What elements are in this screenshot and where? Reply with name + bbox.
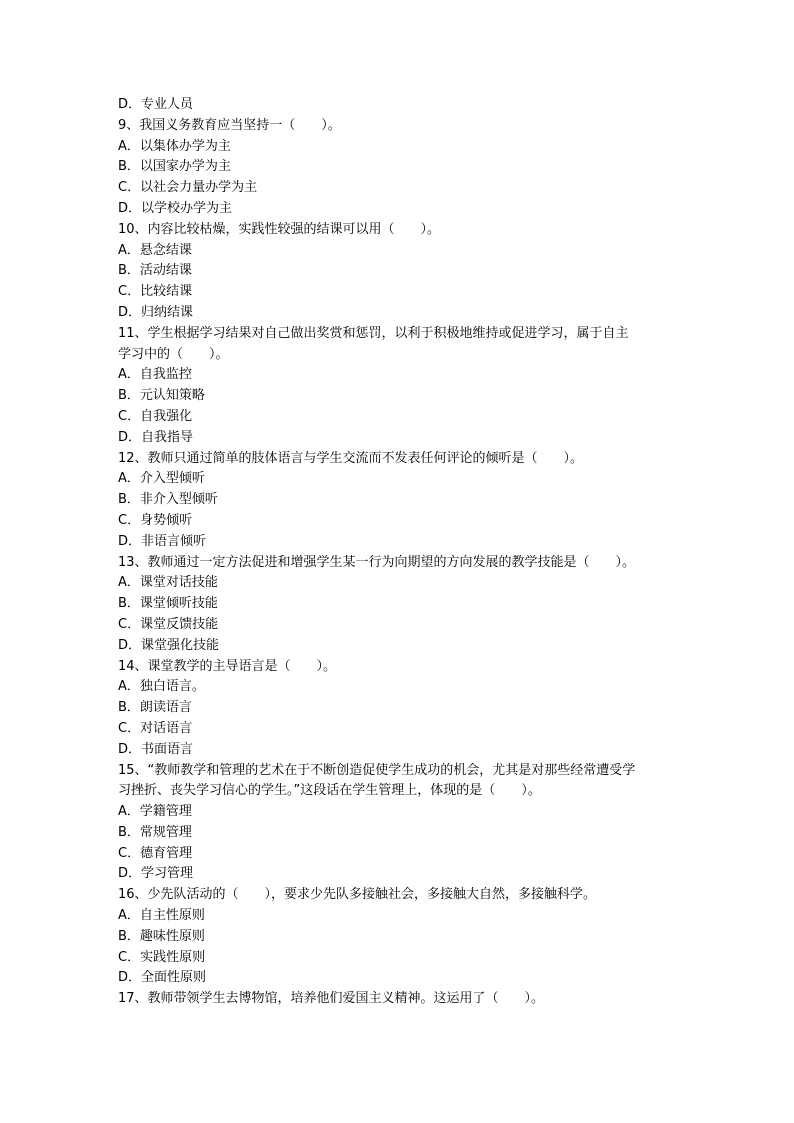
question-block [118,553,678,657]
option-line: A．课堂对话技能 [118,575,218,591]
option-line: D．自我指导 [118,429,194,445]
option-line: D．归纳结课 [118,304,194,320]
question-block [118,449,678,553]
option-line: B．活动结课 [118,263,192,279]
question-block [118,657,678,761]
option-line: A．以集体办学为主 [118,138,231,154]
option-line: A．介入型倾听 [118,471,205,487]
option-line: D．以学校办学为主 [118,200,233,216]
option-line: D．书面语言 [118,741,194,757]
question-stem: 14、课堂教学的主导语言是（ ）。 [118,658,337,674]
question-stem: 10、内容比较枯燥，实践性较强的结课可以用（ ）。 [118,221,441,237]
option-line: C．以社会力量办学为主 [118,180,258,196]
option-line: C．自我强化 [118,408,193,424]
option-line: B．趣味性原则 [118,928,205,944]
option-line: C．比较结课 [118,284,193,300]
question-stem: 15、“教师教学和管理的艺术在于不断创造促使学生成功的机会，尤其是对那些经常遭受学 [118,762,636,778]
question-block [118,989,678,1010]
option-line: B．元认知策略 [118,388,205,404]
question-stem: 9、我国义务教育应当坚持一（ ）。 [118,117,341,133]
question-stem: 13、教师通过一定方法促进和增强学生某一行为向期望的方向发展的教学技能是（ ）。 [118,554,636,570]
option-line: C．身势倾听 [118,512,193,528]
question-block [118,761,678,886]
option-line: B．课堂倾听技能 [118,596,218,612]
option-line: D．全面性原则 [118,970,207,986]
question-stem: 12、教师只通过简单的肢体语言与学生交流而不发表任何评论的倾听是（ ）。 [118,450,584,466]
option-line: B．朗读语言 [118,700,192,716]
question-block [118,885,678,989]
question-block [118,116,678,220]
option-line: D．非语言倾听 [118,533,207,549]
option-line: C．实践性原则 [118,949,206,965]
option-line: A．学籍管理 [118,804,192,820]
question-stem: 习挫折、丧失学习信心的学生。”这段话在学生管理上，体现的是（ ）。 [118,783,541,799]
option-line: B．以国家办学为主 [118,159,231,175]
option-line: C．对话语言 [118,720,193,736]
option-line: C．德育管理 [118,845,193,861]
option-line: B．常规管理 [118,824,192,840]
option-line: D．专业人员 [118,97,194,112]
option-line: A．悬念结课 [118,242,192,258]
option-line: A．独白语言。 [118,679,205,695]
question-block [118,220,678,324]
document-page [118,95,678,1010]
option-line: B．非介入型倾听 [118,492,218,508]
option-line: A．自主性原则 [118,908,205,924]
question-block [118,324,678,449]
option-line: D．课堂强化技能 [118,637,220,653]
option-line: D．学习管理 [118,866,194,882]
question-stem: 16、少先队活动的（ ），要求少先队多接触社会，多接触大自然，多接触科学。 [118,887,597,903]
question-stem: 11、学生根据学习结果对自己做出奖赏和惩罚，以利于积极地维持或促进学习，属于自主 [118,325,629,341]
option-line: C．课堂反馈技能 [118,616,219,632]
question-stem: 学习中的（ ）。 [118,346,229,362]
option-line: A．自我监控 [118,367,192,383]
question-stem: 17、教师带领学生去博物馆，培养他们爱国主义精神。这运用了（ ）。 [118,991,545,1007]
